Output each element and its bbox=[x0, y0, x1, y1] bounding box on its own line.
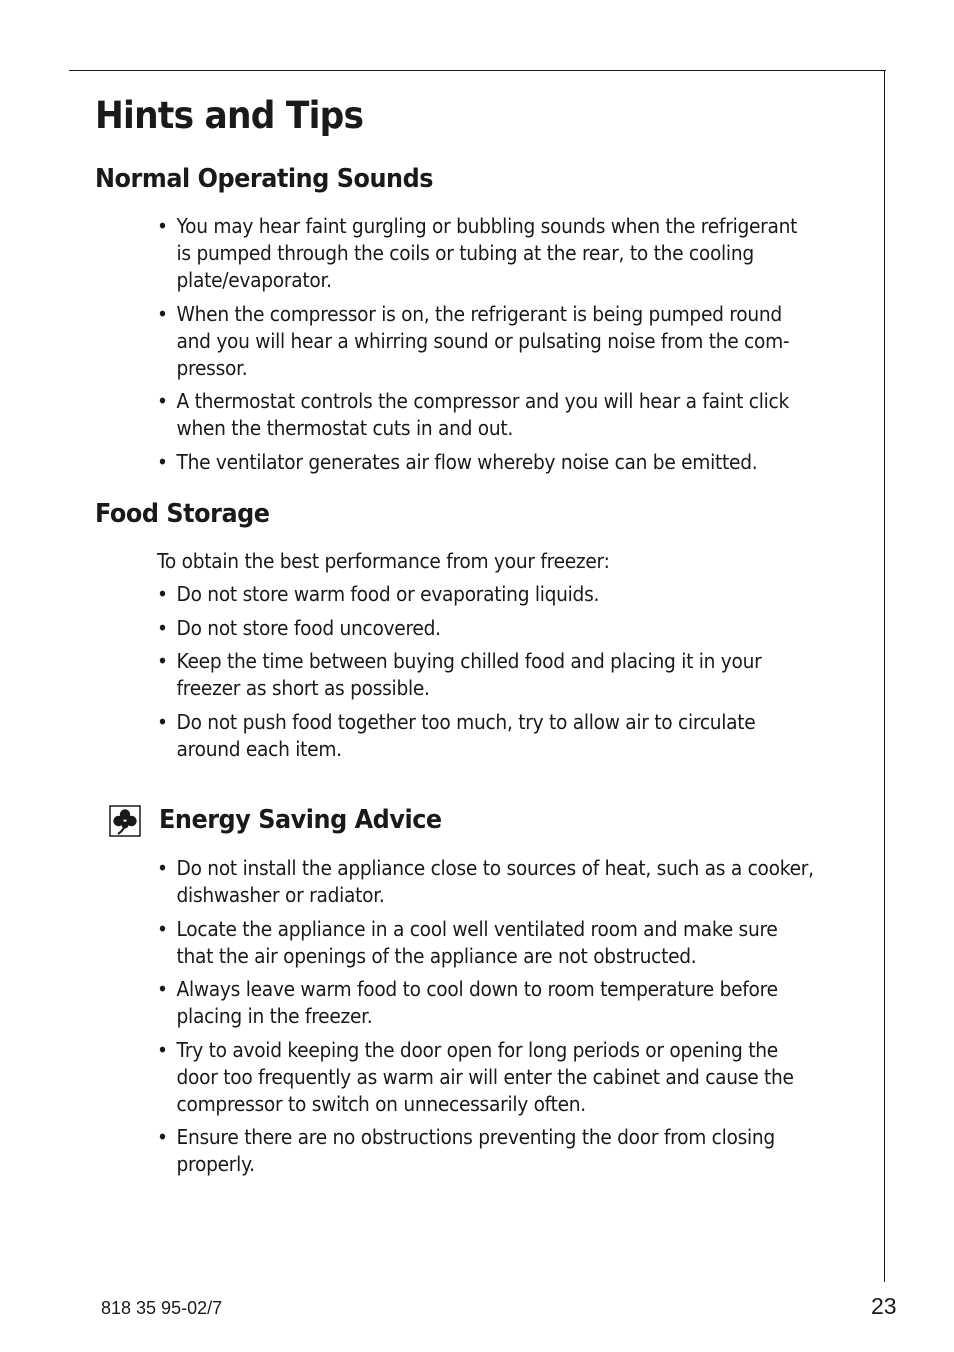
bullet-text-line: You may hear faint gurgling or bubbling sounds when the refrigerant bbox=[176, 214, 798, 238]
bullet-text-line: Always leave warm food to cool down to room temperature before bbox=[176, 977, 778, 1001]
bullet-text-line: Do not store food uncovered. bbox=[176, 615, 441, 640]
bullet-item bbox=[157, 1037, 827, 1118]
bullet-dot-icon: • bbox=[157, 709, 168, 734]
bullet-item bbox=[157, 581, 827, 608]
bullet-dot-icon: • bbox=[157, 214, 168, 238]
bullet-dot-icon: • bbox=[157, 301, 168, 326]
bullet-text-line: Do not store warm food or evaporating liquids. bbox=[176, 582, 600, 606]
bullet-text-line: Ensure there are no obstructions preventing the door from closing bbox=[176, 1125, 775, 1149]
document-code: 818 35 95-02/7 bbox=[101, 1298, 223, 1318]
bullet-text-line: Do not install the appliance close to sources of heat, such as a cooker, bbox=[176, 856, 814, 880]
energy-section bbox=[157, 855, 877, 1185]
sounds-section bbox=[157, 213, 877, 482]
energy-bullet-list bbox=[157, 855, 877, 1178]
bullet-dot-icon: • bbox=[157, 977, 168, 1001]
bullet-dot-icon: • bbox=[157, 449, 168, 474]
bullet-item bbox=[157, 648, 827, 702]
bullet-text-line: and you will hear a whirring sound or pulsating noise from the com- bbox=[176, 328, 790, 353]
bullet-text-line: Do not push food together too much, try to allow air to circulate bbox=[176, 709, 756, 734]
bullet-item bbox=[157, 213, 827, 294]
bullet-text-line: Locate the appliance in a cool well ventilated room and make sure bbox=[176, 916, 778, 941]
heading-food-storage: Food Storage bbox=[95, 499, 270, 529]
bullet-text-line: is pumped through the coils or tubing at the rear, to the cooling bbox=[176, 241, 754, 265]
bullet-item bbox=[157, 916, 827, 970]
storage-bullet-list bbox=[157, 581, 877, 763]
right-rule bbox=[884, 70, 885, 1282]
bullet-item bbox=[157, 615, 827, 642]
sounds-bullet-list bbox=[157, 213, 877, 476]
bullet-text-line: freezer as short as possible. bbox=[176, 676, 430, 700]
bullet-item bbox=[157, 388, 827, 442]
clover-leaf-icon bbox=[109, 805, 141, 837]
bullet-dot-icon: • bbox=[157, 856, 168, 880]
bullet-text-line: Try to avoid keeping the door open for long periods or opening the bbox=[176, 1037, 778, 1062]
bullet-text-line: plate/evaporator. bbox=[176, 268, 332, 292]
bullet-text-line: When the compressor is on, the refrigerant is being pumped round bbox=[176, 301, 782, 326]
bullet-text-line: Keep the time between buying chilled food and placing it in your bbox=[176, 649, 762, 673]
bullet-dot-icon: • bbox=[157, 1125, 168, 1149]
bullet-item bbox=[157, 1124, 827, 1178]
bullet-text-line: that the air openings of the appliance are not obstructed. bbox=[176, 943, 697, 968]
bullet-dot-icon: • bbox=[157, 916, 168, 941]
bullet-item bbox=[157, 709, 827, 763]
bullet-item bbox=[157, 855, 827, 909]
bullet-text-line: A thermostat controls the compressor and you will hear a faint click bbox=[176, 389, 789, 413]
bullet-text-line: compressor to switch on unnecessarily often. bbox=[176, 1091, 586, 1116]
bullet-item bbox=[157, 976, 827, 1030]
heading-normal-operating-sounds: Normal Operating Sounds bbox=[95, 164, 434, 194]
bullet-dot-icon: • bbox=[157, 389, 168, 413]
bullet-text-line: around each item. bbox=[176, 736, 342, 761]
page-number: 23 bbox=[871, 1293, 897, 1319]
bullet-dot-icon: • bbox=[157, 615, 168, 640]
heading-energy-saving-advice: Energy Saving Advice bbox=[159, 805, 442, 835]
bullet-text-line: The ventilator generates air flow whereby noise can be emitted. bbox=[176, 449, 758, 474]
bullet-text-line: when the thermostat cuts in and out. bbox=[176, 416, 514, 440]
bullet-text-line: door too frequently as warm air will enter the cabinet and cause the bbox=[176, 1064, 794, 1089]
bullet-dot-icon: • bbox=[157, 582, 168, 606]
page-title: Hints and Tips bbox=[95, 94, 364, 137]
storage-intro: To obtain the best performance from your freezer: bbox=[157, 549, 610, 573]
bullet-item bbox=[157, 301, 827, 382]
bullet-text-line: properly. bbox=[176, 1152, 255, 1176]
storage-section bbox=[157, 548, 877, 769]
bullet-text-line: dishwasher or radiator. bbox=[176, 883, 385, 907]
bullet-text-line: pressor. bbox=[176, 355, 248, 380]
top-rule bbox=[69, 70, 886, 71]
bullet-dot-icon: • bbox=[157, 1037, 168, 1062]
bullet-text-line: placing in the freezer. bbox=[176, 1004, 373, 1028]
bullet-dot-icon: • bbox=[157, 649, 168, 673]
bullet-item bbox=[157, 449, 827, 476]
